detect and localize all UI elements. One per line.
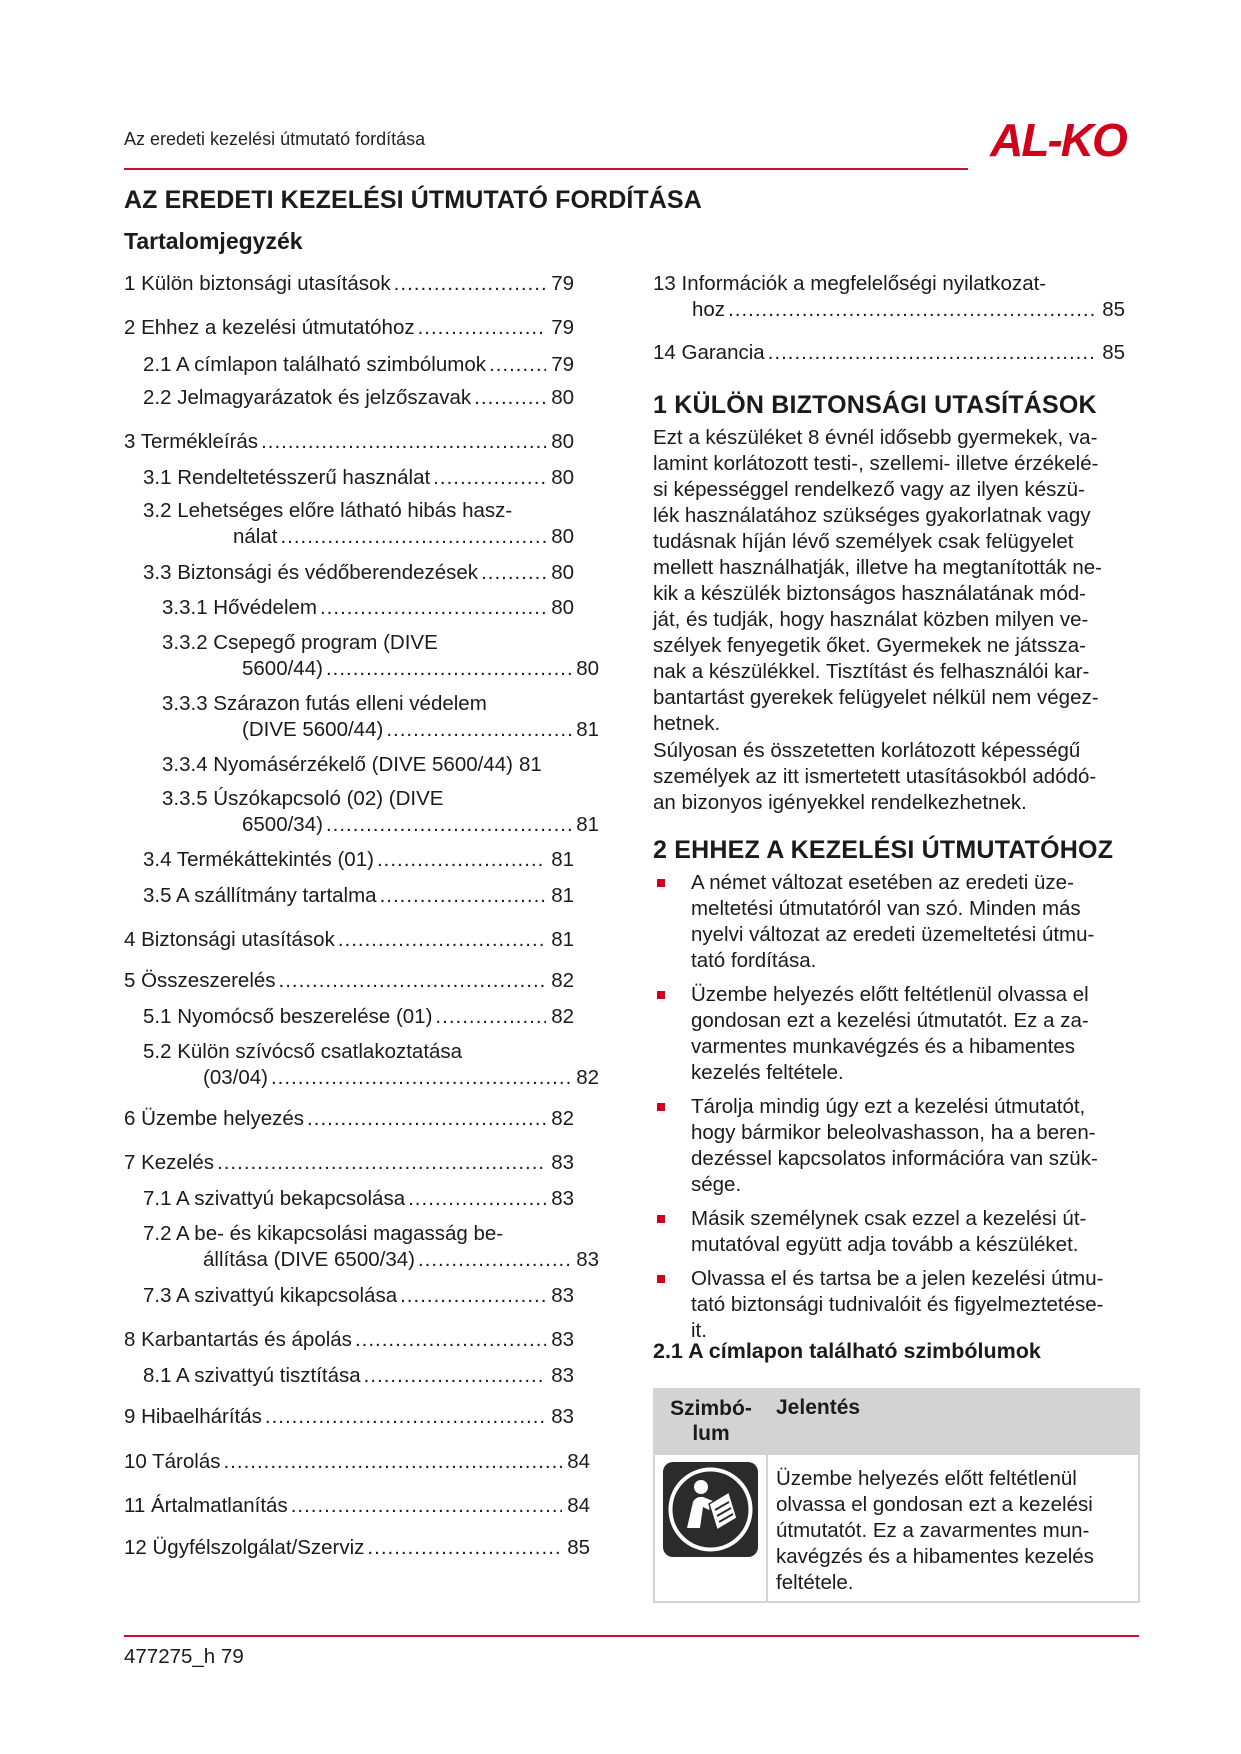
toc-entry[interactable]: 3.3.2 Csepegő program (DIVE 5600/44) ..... 80	[162, 630, 599, 682]
toc-entry[interactable]: 3.5 A szállítmány tartalma ..... 81	[143, 883, 574, 909]
toc-entry[interactable]: 3.4 Termékáttekintés (01) ..... 81	[143, 847, 574, 873]
doc-number: 477275_h	[124, 1645, 216, 1668]
bullet-marker	[657, 879, 665, 887]
svg-text:AL-KO: AL-KO	[990, 116, 1126, 164]
toc-heading: Tartalomjegyzék	[124, 228, 303, 254]
section-2-heading: 2 EHHEZ A KEZELÉSI ÚTMUTATÓHOZ	[653, 836, 1114, 864]
toc-entry[interactable]: 7.3 A szivattyú kikapcsolása ..... 83	[143, 1283, 574, 1309]
toc-entry[interactable]: 3 Termékleírás ..... 80	[124, 429, 574, 455]
toc-entry[interactable]: 5.2 Külön szívócső csatlakoztatása (03/04) ..... 82	[143, 1039, 599, 1091]
section-1-paragraph-2: Súlyosan és összetetten korlátozott képességű személyek az itt ismertetett utasításokból adódó- an bizonyos igényekkel rendelkezhetnek.	[653, 739, 1097, 814]
page-number: 79	[220, 1645, 244, 1668]
toc-entry[interactable]: 7 Kezelés ..... 83	[124, 1150, 574, 1176]
toc-entry[interactable]: 3.3.3 Szárazon futás elleni védelem (DIVE 5600/44) ..... 81	[162, 691, 599, 743]
bullet-marker	[657, 1215, 665, 1223]
toc-entry[interactable]: 8 Karbantartás és ápolás ..... 83	[124, 1327, 574, 1353]
bullet-marker	[657, 991, 665, 999]
section-2-1-heading: 2.1 A címlapon található szimbólumok	[653, 1339, 1041, 1363]
toc-entry[interactable]: 3.2 Lehetséges előre látható hibás hasz- nálat ..... 80	[143, 498, 574, 550]
toc-entry[interactable]: 2.2 Jelmagyarázatok és jelzőszavak ..... 80	[143, 385, 574, 411]
section-1-heading: 1 KÜLÖN BIZTONSÁGI UTASÍTÁSOK	[653, 391, 1097, 419]
toc-entry[interactable]: 11 Ártalmatlanítás ..... 84	[124, 1493, 590, 1519]
toc-entry[interactable]: 10 Tárolás ..... 84	[124, 1449, 590, 1475]
footer	[124, 1645, 244, 1669]
toc-entry[interactable]: 5 Összeszerelés ..... 82	[124, 968, 574, 994]
symbol-table-header	[655, 1390, 1138, 1455]
al-ko-logo	[978, 116, 1138, 164]
toc-entry[interactable]: 12 Ügyfélszolgálat/Szerviz ..... 85	[124, 1535, 590, 1561]
toc-entry[interactable]: 3.1 Rendeltetésszerű használat ..... 80	[143, 465, 574, 491]
toc-entry[interactable]: 14 Garancia ..... 85	[653, 340, 1125, 366]
meaning-column-header: Jelentés	[776, 1396, 861, 1419]
footer-divider	[124, 1635, 1139, 1637]
bullet-marker	[657, 1103, 665, 1111]
toc-entry[interactable]: 5.1 Nyomócső beszerelése (01) ..... 82	[143, 1004, 574, 1030]
toc-entry[interactable]: 6 Üzembe helyezés ..... 82	[124, 1106, 574, 1132]
toc-entry[interactable]: 3.3.4 Nyomásérzékelő (DIVE 5600/44) 81	[162, 753, 542, 776]
toc-entry[interactable]: 3.3.1 Hővédelem ..... 80	[162, 595, 574, 621]
toc-entry[interactable]: 3.3.5 Úszókapcsoló (02) (DIVE 6500/34) ..... 81	[162, 786, 599, 838]
toc-entry[interactable]: 2 Ehhez a kezelési útmutatóhoz ..... 79	[124, 315, 574, 341]
table-divider	[766, 1455, 768, 1603]
section-1-paragraph-1: Ezt a készüléket 8 évnél idősebb gyermekek, va- lamint korlátozott testi-, szellemi- illetve érzékelé- si képességgel rendelkező vagy az ilyen készü- lék használatához szükséges gyakorlatnak vagy tudásnak híján lévő személyek csak felügyelet mellett használhatják, illetve ha megtanították ne- kik a készülék biztonságos használatának mód- ját, és tudják, hogy használat közben milyen ve- szélyek fenyegetik őket. Gyermekek ne játssza- nak a készülékkel. Tisztítást és felhasználói kar- bantartást gyerekek felügyelet nélkül nem végez- hetnek.	[653, 426, 1102, 735]
toc-entry[interactable]: 3.3 Biztonsági és védőberendezések ..... 80	[143, 560, 574, 586]
symbol-meaning-text: Üzembe helyezés előtt feltétlenül olvassa el gondosan ezt a kezelési útmutatót. Ez a zavarmentes mun- kavégzés és a hibamentes kezelés feltétele.	[776, 1467, 1094, 1594]
read-manual-icon	[663, 1462, 758, 1557]
toc-entry[interactable]: 13 Információk a megfelelőségi nyilatkozat- hoz ..... 85	[653, 271, 1125, 323]
toc-entry[interactable]: 7.1 A szivattyú bekapcsolása ..... 83	[143, 1186, 574, 1212]
symbol-column-header: Szimbó- lum	[670, 1397, 752, 1445]
symbol-table	[653, 1388, 1140, 1603]
header-divider	[124, 168, 968, 170]
toc-entry[interactable]: 1 Külön biztonsági utasítások ..... 79	[124, 271, 574, 297]
toc-entry[interactable]: 9 Hibaelhárítás ..... 83	[124, 1404, 574, 1430]
running-header: Az eredeti kezelési útmutató fordítása	[124, 129, 426, 149]
toc-entry[interactable]: 2.1 A címlapon található szimbólumok ..... 79	[143, 352, 574, 378]
toc-entry[interactable]: 7.2 A be- és kikapcsolási magasság be- állítása (DIVE 6500/34) ..... 83	[143, 1221, 599, 1273]
toc-entry[interactable]: 8.1 A szivattyú tisztítása ..... 83	[143, 1363, 574, 1389]
bullet-marker	[657, 1275, 665, 1283]
document-title: AZ EREDETI KEZELÉSI ÚTMUTATÓ FORDÍTÁSA	[124, 186, 702, 214]
toc-entry[interactable]: 4 Biztonsági utasítások ..... 81	[124, 927, 574, 953]
